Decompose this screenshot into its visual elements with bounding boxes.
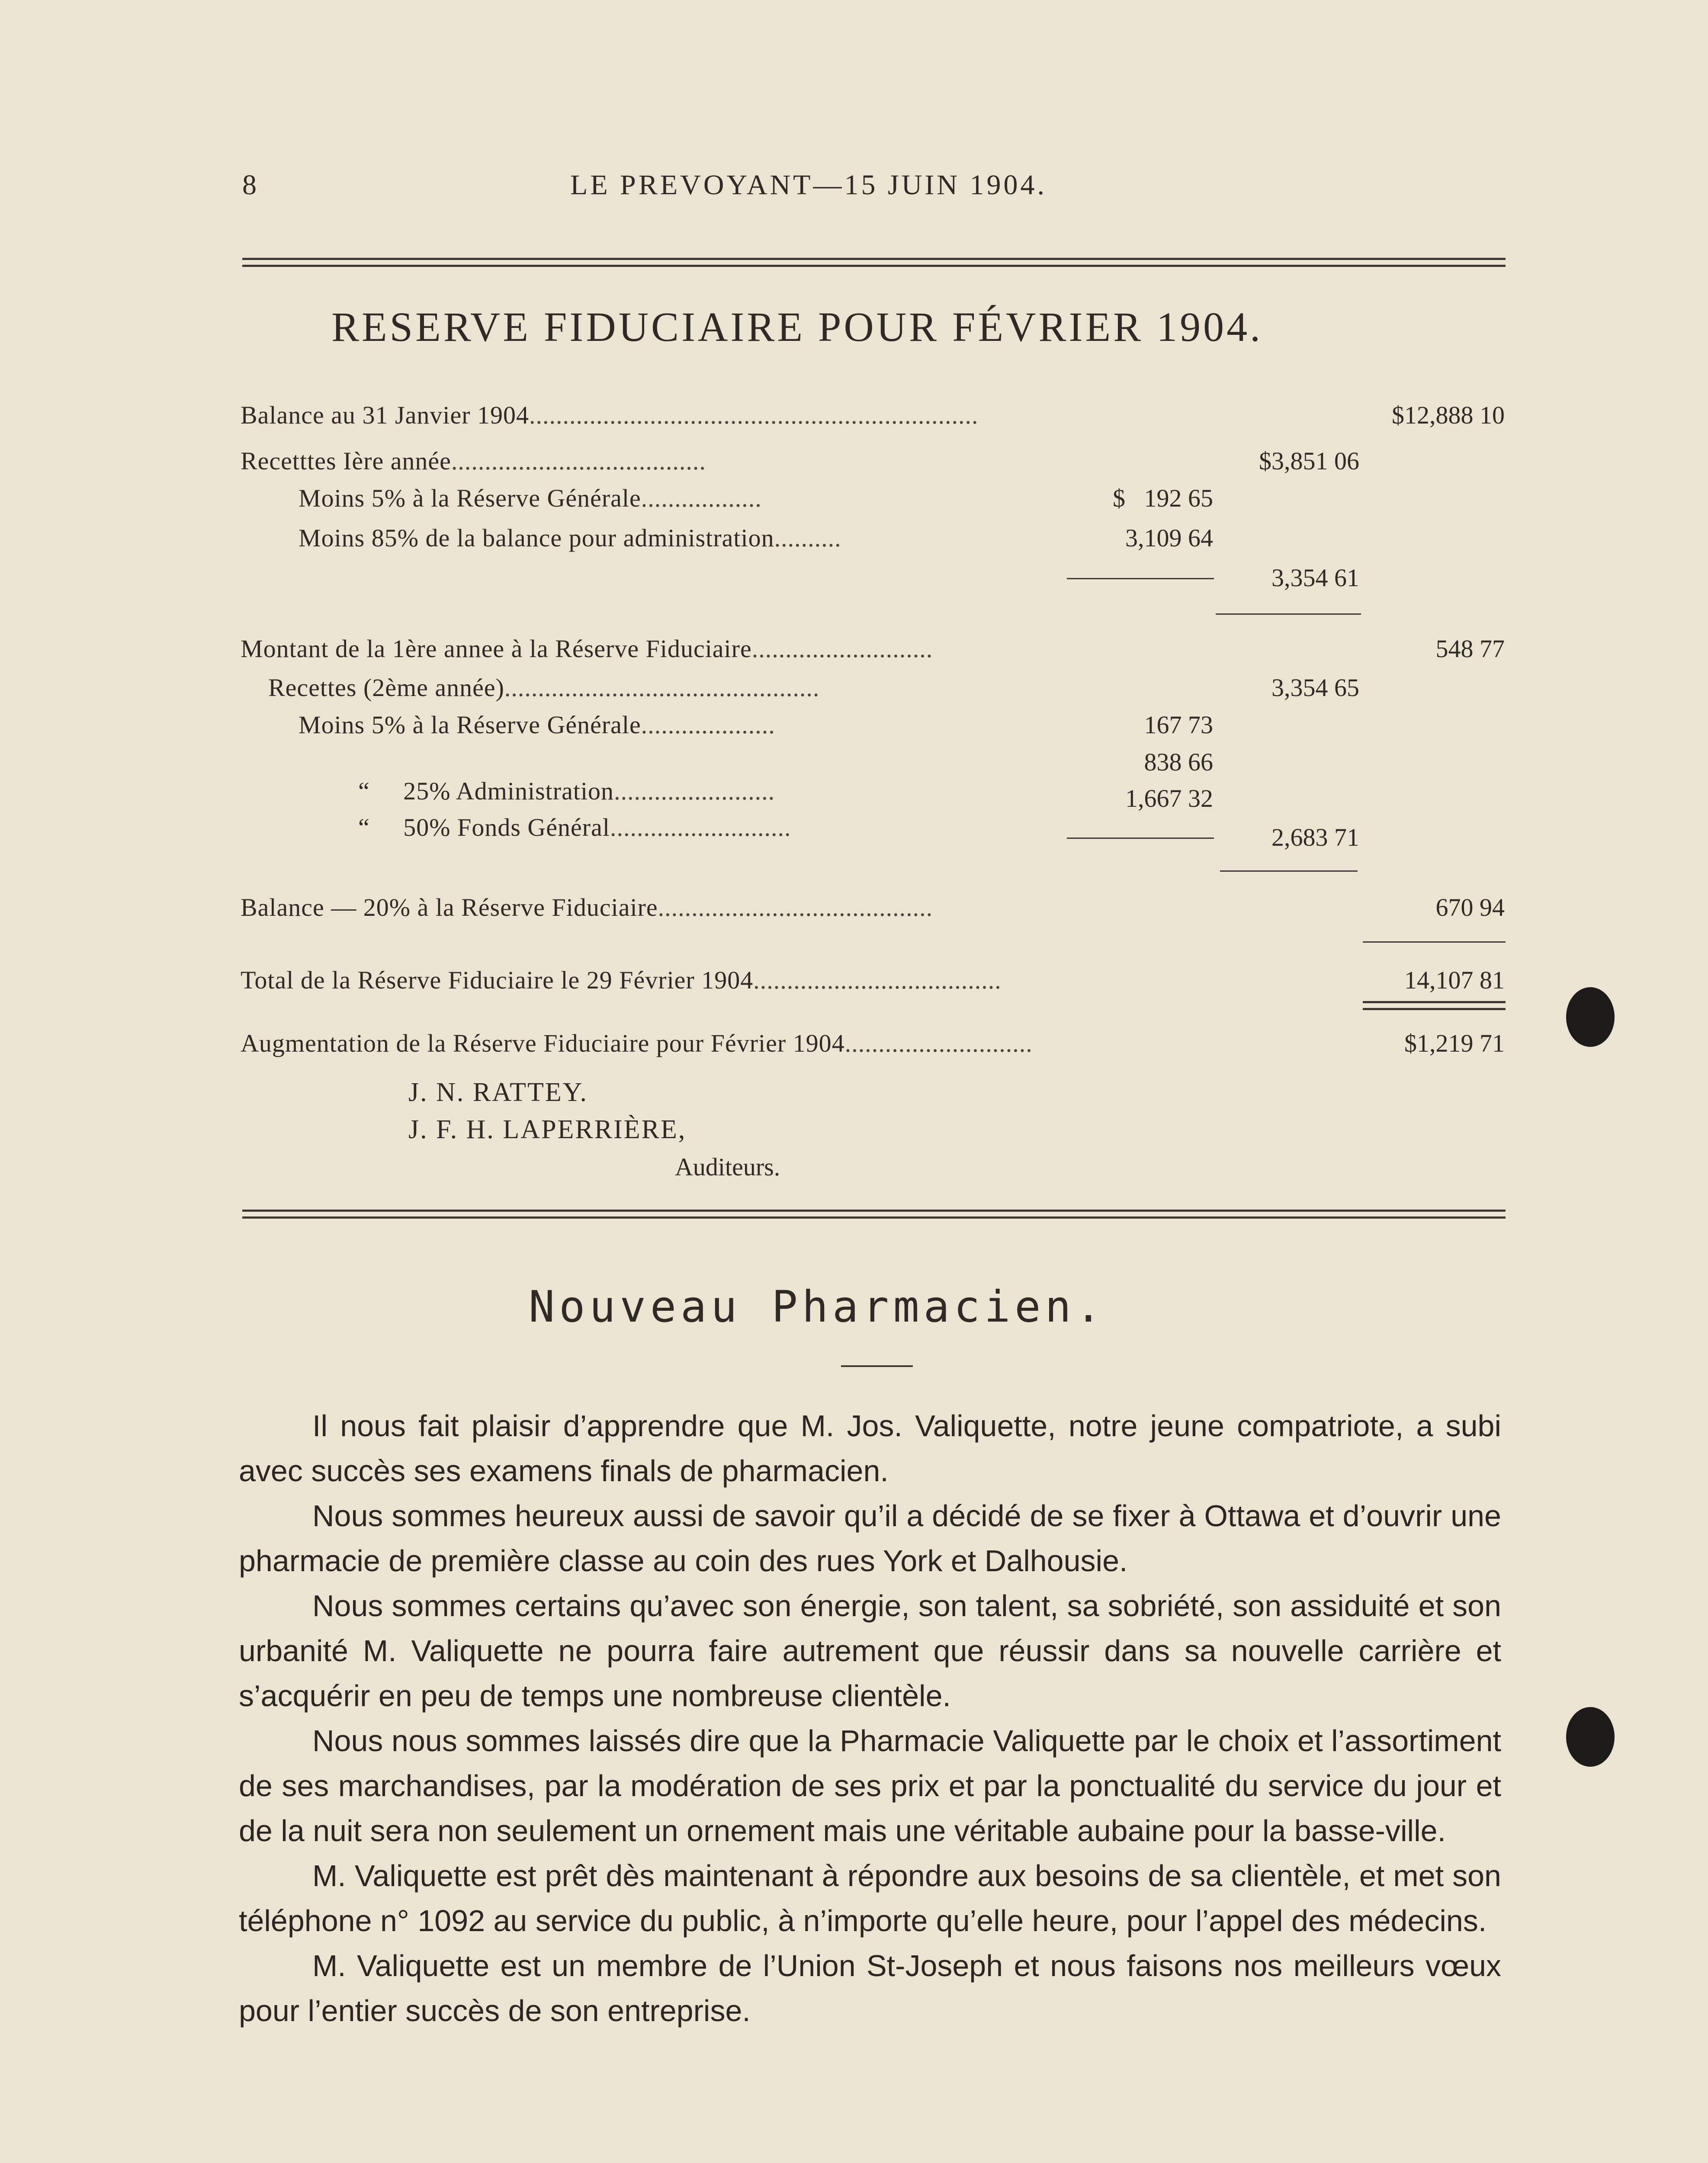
amount-balance-20pct: 670 94 — [1435, 893, 1505, 921]
running-title: LE PREVOYANT—15 JUIN 1904. — [570, 169, 1047, 201]
line-montant-1ere: Montant de la 1ère annee à la Réserve Fiduciaire........................... — [241, 635, 933, 663]
line-recettes-2eme: Recettes (2ème année)............................................... — [268, 674, 820, 702]
line-balance-janvier: Balance au 31 Janvier 1904................................................................... — [241, 401, 979, 429]
paragraph-5: M. Valiquette est prêt dès maintenant à répondre aux besoins de sa clientèle, et met son téléphone n° 1092 au service du public, à n’importe qu’elle heure, pour l’appel des médecins. — [239, 1859, 1501, 1938]
header-rule-bottom — [242, 265, 1506, 267]
signature-role: Auditeurs. — [675, 1153, 780, 1181]
line-moins-5pct: Moins 5% à la Réserve Générale.................. — [299, 484, 762, 512]
article-body — [239, 1403, 1501, 2033]
article-title: Nouveau Pharmacien. — [529, 1281, 1106, 1332]
amount-subtotal-1: 3,354 61 — [1271, 564, 1359, 592]
amount-moins-85pct: 3,109 64 — [1125, 524, 1213, 552]
binding-hole-top — [1566, 987, 1615, 1047]
line-recettes-1ere: Recetttes Ière année...................................... — [241, 447, 706, 475]
paragraph-4: Nous nous sommes laissés dire que la Pharmacie Valiquette par le choix et l’assortiment de ses marchandises, par la modération de ses prix et par la ponctualité du service du jour et de la nuit sera non seulement un ornement mais une véritable aubaine pour la basse-ville. — [239, 1724, 1501, 1848]
amount-recettes-2eme: 3,354 65 — [1271, 674, 1359, 702]
title-underline — [841, 1365, 913, 1367]
subtotal-dash — [1067, 578, 1214, 579]
amount-balance-janvier: $12,888 10 — [1392, 401, 1505, 429]
amount-total-reserve: 14,107 81 — [1404, 966, 1505, 994]
amount-administration: 838 66 — [1144, 748, 1213, 776]
amount-montant-1ere: 548 77 — [1435, 635, 1505, 663]
page-number: 8 — [242, 169, 257, 201]
paragraph-6: M. Valiquette est un membre de l’Union St-Joseph et nous faisons nos meilleurs vœux pour l’entier succès de son entreprise. — [239, 1949, 1501, 2028]
subtotal-dash-2 — [1067, 838, 1214, 839]
report-rule-top — [242, 1210, 1506, 1212]
paragraph-1: Il nous fait plaisir d’apprendre que M. Jos. Valiquette, notre jeune compatriote, a subi avec succès ses examens finals de pharmacien. — [239, 1409, 1501, 1488]
report-title: RESERVE FIDUCIAIRE POUR FÉVRIER 1904. — [331, 304, 1263, 350]
line-total-reserve: Total de la Réserve Fiduciaire le 29 Février 1904..................................... — [241, 966, 1002, 994]
paragraph-3: Nous sommes certains qu’avec son énergie, son talent, sa sobriété, son assiduité et son urbanité M. Valiquette ne pourra faire autrement que réussir dans sa nouvelle carrière et s’acquérir en peu de temps une nombreuse clientèle. — [239, 1589, 1501, 1713]
line-administration: “ 25% Administration........................ — [358, 777, 775, 805]
signature-laperriere: J. F. H. LAPERRIÈRE, — [408, 1115, 687, 1144]
line-moins-5pct-2: Moins 5% à la Réserve Générale.................... — [299, 711, 775, 739]
amount-subtotal-2: 2,683 71 — [1271, 823, 1359, 851]
header-rule-top — [242, 258, 1506, 260]
paragraph-2: Nous sommes heureux aussi de savoir qu’il a décidé de se fixer à Ottawa et d’ouvrir une pharmacie de première classe au coin des rues York et Dalhousie. — [239, 1499, 1501, 1578]
total-rule-top — [1363, 941, 1506, 943]
amount-moins-5pct: $ 192 65 — [1113, 484, 1213, 512]
amount-moins-5pct-2: 167 73 — [1144, 711, 1213, 739]
line-moins-85pct: Moins 85% de la balance pour administration.......... — [299, 524, 841, 552]
line-fonds-general: “ 50% Fonds Général........................... — [358, 813, 791, 841]
total-rule-double-2 — [1363, 1008, 1506, 1010]
signature-rattey: J. N. RATTEY. — [408, 1078, 588, 1107]
subtotal-rule-1 — [1216, 613, 1361, 615]
amount-fonds-general: 1,667 32 — [1125, 784, 1213, 812]
binding-hole-bottom — [1566, 1707, 1615, 1767]
total-rule-double-1 — [1363, 1001, 1506, 1003]
amount-augmentation: $1,219 71 — [1404, 1029, 1505, 1057]
report-rule-bottom — [242, 1216, 1506, 1219]
subtotal-rule-2 — [1220, 870, 1358, 872]
line-augmentation: Augmentation de la Réserve Fiduciaire pour Février 1904............................ — [241, 1029, 1033, 1057]
line-balance-20pct: Balance — 20% à la Réserve Fiduciaire......................................... — [241, 893, 933, 921]
amount-recettes-1ere: $3,851 06 — [1259, 447, 1359, 475]
